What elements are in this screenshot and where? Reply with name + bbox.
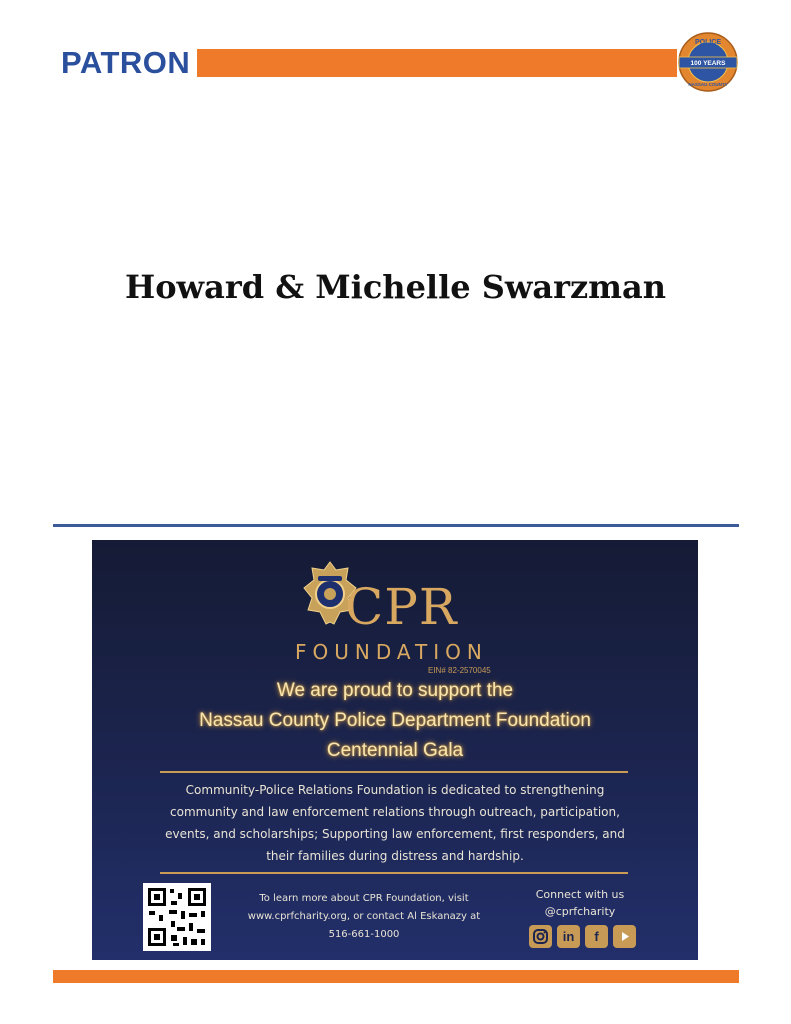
mission-statement	[92, 779, 698, 867]
ad-headline-line-1: We are proud to support the	[276, 680, 514, 701]
learn-more-line-1: To learn more about CPR Foundation, visit	[259, 893, 469, 904]
ad-headline-line-2: Nassau County Police Department Foundation	[199, 710, 591, 731]
qr-code-icon	[143, 883, 211, 951]
learn-more-phone: 516-661-1000	[328, 929, 400, 940]
header-orange-bar	[197, 49, 677, 77]
mission-line-4: their families during distress and hardship.	[266, 849, 524, 863]
seal-top-text: POLICE	[694, 39, 722, 46]
mission-line-1: Community-Police Relations Foundation is dedicated to strengthening	[185, 783, 605, 797]
connect-label: Connect with us	[535, 888, 625, 901]
honoree-name: Howard & Michelle Swarzman	[124, 268, 667, 306]
instagram-icon[interactable]	[529, 925, 552, 948]
cpr-logo-foundation: FOUNDATION	[295, 640, 488, 664]
footer-orange-bar	[53, 970, 739, 983]
seal-bottom-text: NASSAU COUNTY	[688, 82, 728, 87]
ad-headline-line-3: Centennial Gala	[326, 740, 464, 761]
social-handle: @cprfcharity	[544, 905, 616, 918]
facebook-icon[interactable]: f	[585, 925, 608, 948]
patron-label: PATRON	[61, 45, 191, 80]
gold-divider-bottom	[160, 872, 628, 874]
section-divider	[53, 524, 739, 527]
cpr-logo-word: CPR	[345, 578, 458, 636]
mission-line-2: community and law enforcement relations through outreach, participation,	[170, 805, 620, 819]
learn-more-line-2: www.cprfcharity.org, or contact Al Eskanazy at	[247, 911, 481, 922]
gold-divider-top	[160, 771, 628, 773]
police-100-years-seal	[677, 31, 739, 93]
youtube-icon[interactable]	[613, 925, 636, 948]
learn-more-text	[226, 890, 502, 944]
connect-with-us	[520, 886, 640, 920]
linkedin-icon[interactable]: in	[557, 925, 580, 948]
mission-line-3: events, and scholarships; Supporting law enforcement, first responders, and	[165, 827, 625, 841]
seal-middle-text: 100 YEARS	[690, 60, 726, 67]
ein-number: EIN# 82-2570045	[428, 666, 491, 675]
